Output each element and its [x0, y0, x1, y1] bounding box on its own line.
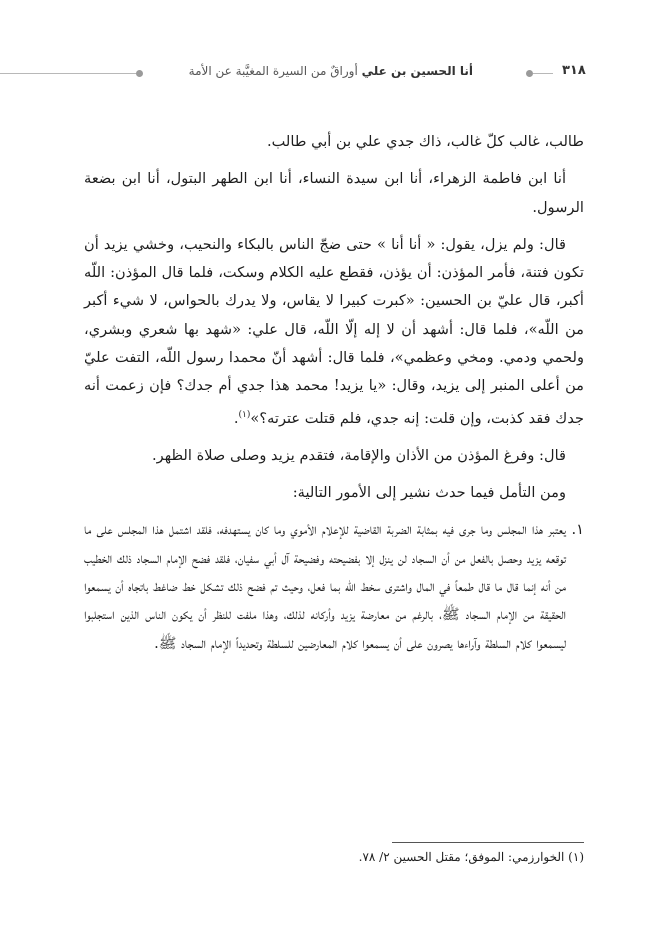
paragraph: أنا ابن فاطمة الزهراء، أنا ابن سيدة النساء، أنا ابن الطهر البتول، أنا ابن بضعة الرسول.	[84, 170, 584, 216]
paragraph-text: قال: ولم يزل، يقول: « أنا أنا » حتى ضجّ الناس بالبكاء والنحيب، وخشي يزيد أن تكون فتنة، فأمر المؤذن: أن يؤذن، فقطع عليه الكلام وسكت، فلما قال المؤذن: اللّه أكبر، قال عليّ بن الحسين: «كبرت كبيرا لا يقاس، ولا يدرك بالحواس، لا شيء أكبر من اللّه»، فلما قال: أشهد أن لا إله إلّا اللّه، قال علي: «شهد بها شعري وبشري، ولحمي ودمي. ومخي وعظمي»، فلما قال: أشهد أنّ محمدا رسول اللّه، التفت عليّ من أعلى المنبر إلى يزيد، وقال: «يا يزيد! محمد هذا جدي أم جدك؟ فإن زعمت أنه جدك فقد كذبت، وإن قلت: إنه جدي، فلم قتلت عترته؟»	[84, 235, 584, 427]
running-header	[0, 62, 669, 86]
footnote: (١) الخوارزمي: الموفق؛ مقتل الحسين ٢/ ٧٨.	[358, 850, 584, 864]
running-title	[189, 64, 473, 78]
numbered-list	[84, 516, 584, 657]
footnote-reference: (١)	[238, 409, 251, 420]
list-item	[84, 516, 584, 657]
header-rule-left	[0, 73, 140, 74]
list-item-number: ١.	[571, 521, 584, 539]
page-body	[84, 128, 584, 658]
paragraph: طالب، غالب كلّ غالب، ذاك جدي علي بن أبي طالب.	[266, 133, 584, 150]
paragraph: قال: ولم يزل، يقول: « أنا أنا » حتى ضجّ الناس بالبكاء والنحيب، وخشي يزيد أن تكون فتنة، فأمر المؤذن: أن يؤذن، فقطع عليه الكلام وسكت، فلما قال المؤذن: اللّه أكبر، قال عليّ بن الحسين: «كبرت كبيرا لا يقاس، ولا يدرك بالحواس، لا شيء أكبر من اللّه»، فلما قال: أشهد أن لا إله إلّا اللّه، قال علي: «شهد بها شعري وبشري، ولحمي ودمي. ومخي وعظمي»، فلما قال: أشهد أنّ محمدا رسول اللّه، التفت عليّ من أعلى المنبر إلى يزيد، وقال: «يا يزيد! محمد هذا جدي أم جدك؟ فإن زعمت أنه جدك فقد كذبت، وإن قلت: إنه جدي، فلم قتلت عترته؟»$^{(١)}$.	[84, 235, 584, 427]
page-number: ٣١٨	[562, 63, 586, 78]
header-dot-right	[526, 70, 533, 77]
running-title-bold: أنا الحسين بن علي	[361, 64, 473, 78]
list-item-text: يعتبر هذا المجلس وما جرى فيه بمثابة الضربة القاضية للإعلام الأموي وما كان يستهدفه، فلقد اشتمل هذا المجلس على ما توقعه يزيد وحصل بالفعل من أن السجاد لن ينزل إلا بفضيحته وفضيحة آل أبي سفيان، فلقد فضح الإمام السجاد ذلك الخطيب من أنه إنما قال ما قال طمعاً في المال واشترى سخط الله بما فعل، وحيث تم فضح ذلك تشكل خط ضاغط باتجاه أن يسمعوا الحقيقة من الإمام السجاد ﷺ، بالرغم من معارضة يزيد وأركانه لذلك، وهذا ملفت للنظر أن يكون الناس الذين استجلبوا ليسمعوا كلام السلطة وآراءها يصرون على أن يسمعوا كلام المعارضين للسلطة وتحديداً الإمام السجاد ﷺ.	[84, 521, 566, 652]
footnote-divider	[392, 842, 584, 843]
running-title-rest: أوراقٌ من السيرة المغيَّبة عن الأمة	[188, 64, 362, 78]
paragraph: ومن التأمل فيما حدث نشير إلى الأمور التالية:	[292, 484, 566, 502]
header-dot-left	[136, 70, 143, 77]
header-rule-right	[533, 73, 553, 74]
paragraph: قال: وفرغ المؤذن من الأذان والإقامة، فتقدم يزيد وصلى صلاة الظهر.	[152, 446, 566, 464]
